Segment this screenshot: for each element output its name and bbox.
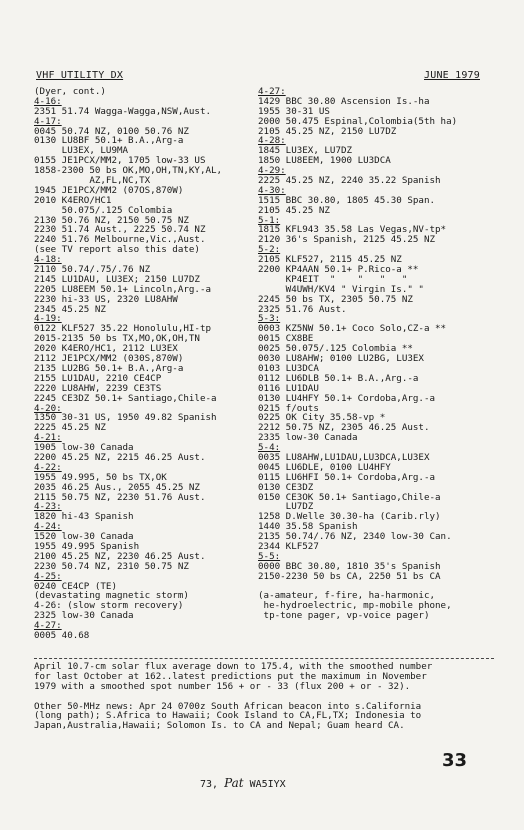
log-entry: 2105 45.25 NZ bbox=[258, 205, 330, 216]
date-heading: 5-1: bbox=[258, 215, 281, 226]
log-entry: 2325 low-30 Canada bbox=[34, 611, 134, 622]
log-entry: 2325 51.76 Aust. bbox=[258, 304, 347, 315]
log-entry: 0035 LU8AHW,LU1DAU,LU3DCA,LU3EX bbox=[258, 452, 430, 463]
log-entry: 1350 30-31 US, 1950 49.82 Spanish bbox=[34, 413, 217, 424]
log-entry: 2345 45.25 NZ bbox=[34, 304, 106, 315]
log-entry: 1440 35.58 Spanish bbox=[258, 522, 358, 533]
date-heading: 4-23: bbox=[34, 502, 62, 513]
footer-line: April 10.7-cm solar flux average down to 175.4, with the smoothed number bbox=[34, 662, 433, 672]
log-entry: 2155 LU1DAU, 2210 CE4CP bbox=[34, 373, 162, 384]
right-log-column bbox=[258, 87, 498, 621]
log-entry: 2335 low-30 Canada bbox=[258, 433, 358, 444]
log-entry: 2240 51.76 Melbourne,Vic.,Aust. bbox=[34, 235, 206, 246]
log-entry: tp-tone pager, vp-voice pager) bbox=[258, 611, 430, 622]
log-entry: 2010 K4ERO/HC1 bbox=[34, 195, 112, 206]
date-heading: 4-21: bbox=[34, 433, 62, 444]
log-entry: 2200 45.25 NZ, 2215 46.25 Aust. bbox=[34, 452, 206, 463]
log-entry: 1955 30-31 US bbox=[258, 106, 330, 117]
log-entry: LU3EX, LU9MA bbox=[34, 146, 129, 157]
log-entry: 1845 LU3EX, LU7DZ bbox=[258, 146, 353, 157]
date-heading: 4-27: bbox=[34, 621, 62, 631]
log-entry: 0115 LU6HFI 50.1+ Cordoba,Arg.-a bbox=[258, 472, 436, 483]
log-entry: 2135 LU2BG 50.1+ B.A.,Arg-a bbox=[34, 363, 184, 374]
log-entry: 1955 49.995 Spanish bbox=[34, 541, 140, 552]
date-heading: 4-25: bbox=[34, 571, 62, 582]
log-entry: LU7DZ bbox=[258, 502, 314, 513]
date-heading: 4-20: bbox=[34, 403, 62, 414]
footer-line: Other 50-MHz news: Apr 24 0700z South African beacon into s.California bbox=[34, 701, 422, 712]
log-entry: 0116 LU1DAU bbox=[258, 383, 319, 394]
log-entry: 0000 BBC 30.80, 1810 35's Spanish bbox=[258, 561, 441, 572]
signature-callsign: WA5IYX bbox=[249, 779, 286, 790]
log-entry: 2112 JE1PCX/MM2 (030S,870W) bbox=[34, 354, 184, 364]
log-entry: 1515 BBC 30.80, 1805 45.30 Span. bbox=[258, 195, 436, 206]
log-entry: 1858-2300 50 bs OK,MO,OH,TN,KY,AL, bbox=[34, 166, 223, 177]
issue-date: JUNE 1979 bbox=[424, 70, 480, 81]
log-entry: 1905 low-30 Canada bbox=[34, 443, 134, 453]
log-entry: 2120 36's Spanish, 2125 45.25 NZ bbox=[258, 235, 436, 246]
signature bbox=[200, 776, 286, 790]
log-entry: 0103 LU3DCA bbox=[258, 363, 319, 374]
log-entry: 2225 45.25 NZ, 2240 35.22 Spanish bbox=[258, 176, 441, 186]
log-entry: 0215 f/outs bbox=[258, 403, 319, 414]
log-entry: 0150 CE3OK 50.1+ Santiago,Chile-a bbox=[258, 492, 441, 503]
log-entry: 50.075/.125 Colombia bbox=[34, 205, 173, 216]
date-heading: 5-3: bbox=[258, 314, 281, 325]
log-entry: 2015-2135 50 bs TX,MO,OK,OH,TN bbox=[34, 334, 200, 345]
date-heading: 4-17: bbox=[34, 116, 62, 127]
footer-line: for last October at 162..latest predictions put the maximum in November bbox=[34, 671, 427, 682]
log-entry bbox=[258, 582, 498, 592]
date-heading: 4-19: bbox=[34, 314, 62, 325]
date-heading: 5-2: bbox=[258, 245, 281, 256]
page-number: 33 bbox=[442, 750, 468, 771]
date-heading: 4-18: bbox=[34, 255, 62, 266]
date-heading: 4-16: bbox=[34, 96, 62, 107]
log-entry: he-hydroelectric, mp-mobile phone, bbox=[258, 601, 452, 612]
date-heading: 4-22: bbox=[34, 462, 62, 473]
date-heading: 4-30: bbox=[258, 185, 286, 196]
log-entry: 2351 51.74 Wagga-Wagga,NSW,Aust. bbox=[34, 106, 212, 117]
footer-line: (long path); S.Africa to Hawaii; Cook Island to CA,FL,TX; Indonesia to bbox=[34, 711, 422, 722]
log-entry: 2344 KLF527 bbox=[258, 541, 319, 552]
log-entry: 2230 hi-33 US, 2320 LU8AHW bbox=[34, 294, 178, 305]
log-entry: 2020 K4ERO/HC1, 2112 LU3EX bbox=[34, 344, 178, 355]
column-title: VHF UTILITY DX bbox=[36, 70, 124, 81]
log-entry: 2110 50.74/.75/.76 NZ bbox=[34, 265, 151, 275]
log-entry: 0112 LU6DLB 50.1+ B.A.,Arg.-a bbox=[258, 373, 419, 384]
log-entry: 2245 CE3DZ 50.1+ Santiago,Chile-a bbox=[34, 393, 217, 404]
log-entry: (a-amateur, f-fire, ha-harmonic, bbox=[258, 591, 436, 602]
log-entry: 0130 LU8BF 50.1+ B.A.,Arg-a bbox=[34, 136, 184, 147]
log-entry: 1815 KFL943 35.58 Las Vegas,NV-tp* bbox=[258, 225, 447, 236]
log-entry: 2150-2230 50 bs CA, 2250 51 bs CA bbox=[258, 571, 441, 582]
log-entry: 0155 JE1PCX/MM2, 1705 low-33 US bbox=[34, 156, 206, 167]
date-heading: 5-5: bbox=[258, 551, 281, 562]
date-heading: 4-29: bbox=[258, 166, 286, 177]
date-heading: 4-24: bbox=[34, 522, 62, 533]
log-entry: 0005 40.68 bbox=[34, 630, 90, 641]
log-entry: 1520 low-30 Canada bbox=[34, 532, 134, 542]
log-entry: 0030 LU8AHW; 0100 LU2BG, LU3EX bbox=[258, 354, 424, 364]
log-entry: 0130 CE3DZ bbox=[258, 482, 314, 493]
signature-prefix: 73, bbox=[200, 779, 219, 790]
log-entry: 2212 50.75 NZ, 2305 46.25 Aust. bbox=[258, 423, 430, 434]
date-heading: 4-28: bbox=[258, 136, 286, 147]
log-entry: 2115 50.75 NZ, 2230 51.76 Aust. bbox=[34, 492, 206, 503]
log-entry: 0122 KLF527 35.22 Honolulu,HI-tp bbox=[34, 324, 212, 335]
signature-name: Pat bbox=[224, 776, 244, 790]
log-entry: 1429 BBC 30.80 Ascension Is.-ha bbox=[258, 96, 430, 107]
log-entry: 2230 50.74 NZ, 2310 50.75 NZ bbox=[34, 561, 189, 572]
log-entry: 1955 49.995, 50 bs TX,OK bbox=[34, 472, 167, 483]
log-entry: 1258 D.Welle 30.30-ha (Carib.rly) bbox=[258, 512, 441, 523]
log-entry: (Dyer, cont.) bbox=[34, 87, 106, 97]
log-entry: (devastating magnetic storm) bbox=[34, 591, 189, 602]
log-entry: 1820 hi-43 Spanish bbox=[34, 512, 134, 523]
log-entry: 2145 LU1DAU, LU3EX; 2150 LU7DZ bbox=[34, 274, 200, 285]
solar-flux-notes bbox=[34, 662, 496, 731]
log-entry: 2135 50.74/.76 NZ, 2340 low-30 Can. bbox=[258, 532, 452, 542]
log-entry: 2245 50 bs TX, 2305 50.75 NZ bbox=[258, 294, 413, 305]
separator-top bbox=[34, 658, 494, 659]
log-entry: 2130 50.76 NZ, 2150 50.75 NZ bbox=[34, 215, 189, 226]
log-entry: 0045 LU6DLE, 0100 LU4HFY bbox=[258, 462, 391, 473]
footer-line bbox=[34, 692, 496, 702]
log-entry: KP4EIT " " " " bbox=[258, 274, 408, 285]
log-entry: 2230 51.74 Aust., 2225 50.74 NZ bbox=[34, 225, 206, 236]
log-entry: 0045 50.74 NZ, 0100 50.76 NZ bbox=[34, 126, 189, 137]
log-entry: 2225 45.25 NZ bbox=[34, 423, 106, 434]
log-entry: 1850 LU8EEM, 1900 LU3DCA bbox=[258, 156, 391, 167]
left-log-column bbox=[34, 87, 274, 641]
log-entry: 2105 45.25 NZ, 2150 LU7DZ bbox=[258, 126, 397, 137]
log-entry: 0025 50.075/.125 Colombia ** bbox=[258, 344, 413, 355]
log-entry: AZ,FL,NC,TX bbox=[34, 176, 151, 186]
log-entry: 4-26: (slow storm recovery) bbox=[34, 601, 184, 612]
log-entry: 2035 46.25 Aus., 2055 45.25 NZ bbox=[34, 482, 200, 493]
log-entry: 0225 OK City 35.58-vp * bbox=[258, 413, 386, 424]
date-heading: 4-27: bbox=[258, 87, 286, 97]
log-entry: 2220 LU8AHW, 2239 CE3TS bbox=[34, 383, 162, 394]
log-entry: 2205 LU8EEM 50.1+ Lincoln,Arg.-a bbox=[34, 284, 212, 295]
log-entry: 2100 45.25 NZ, 2230 46.25 Aust. bbox=[34, 551, 206, 562]
log-entry: 2200 KP4AAN 50.1+ P.Rico-a ** bbox=[258, 265, 419, 275]
footer-line: 1979 with a smoothed spot number 156 + or - 33 (flux 200 + or - 32). bbox=[34, 681, 411, 692]
footer-line: Japan,Australia,Hawaii; Solomon Is. to CA and Nepal; Guam heard CA. bbox=[34, 721, 405, 732]
log-entry: (see TV report also this date) bbox=[34, 245, 200, 256]
log-entry: 2105 KLF527, 2115 45.25 NZ bbox=[258, 255, 402, 266]
log-entry: W4UWH/KV4 " Virgin Is." " bbox=[258, 284, 424, 295]
log-entry: 0003 KZ5NW 50.1+ Coco Solo,CZ-a ** bbox=[258, 324, 447, 335]
log-entry: 0240 CE4CP (TE) bbox=[34, 581, 117, 592]
log-entry: 1945 JE1PCX/MM2 (07OS,870W) bbox=[34, 185, 184, 196]
log-entry: 0015 CX8BE bbox=[258, 334, 314, 345]
date-heading: 5-4: bbox=[258, 443, 281, 453]
log-entry: 0130 LU4HFY 50.1+ Cordoba,Arg.-a bbox=[258, 393, 436, 404]
log-entry: 2000 50.475 Espinal,Colombia(5th ha) bbox=[258, 116, 458, 127]
